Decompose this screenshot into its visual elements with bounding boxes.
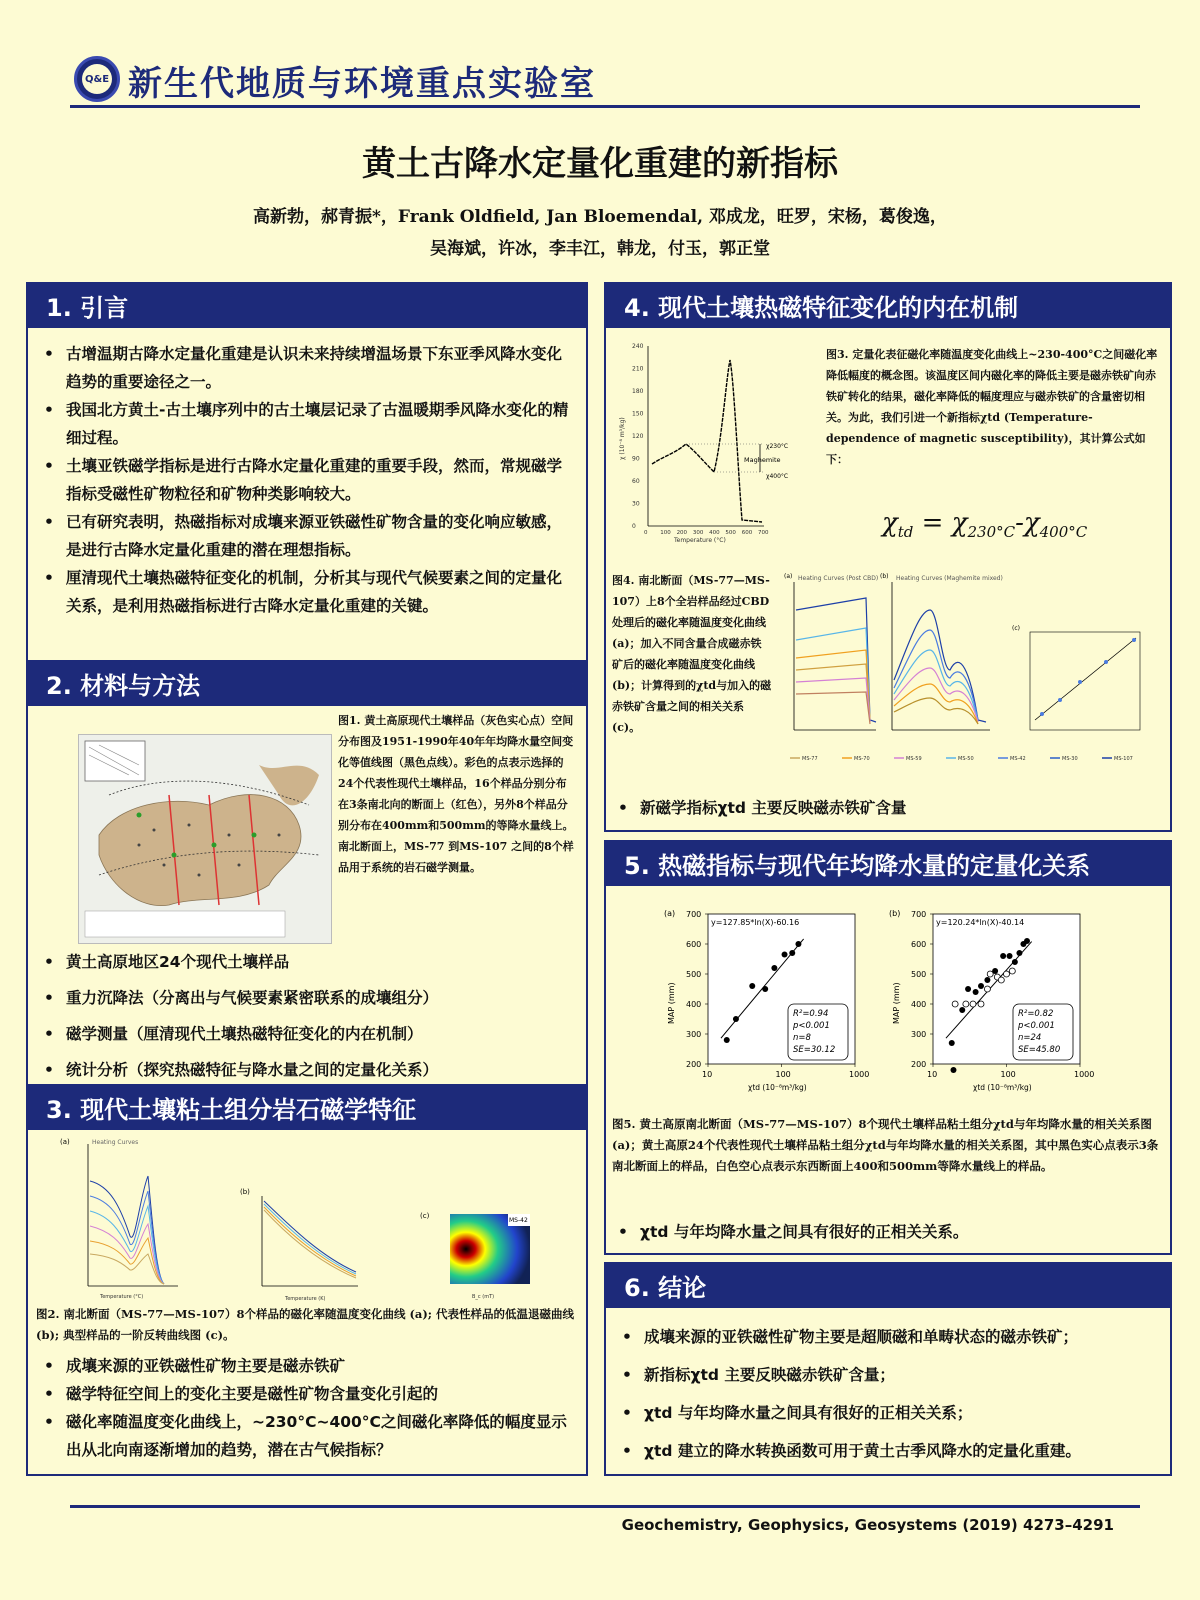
figure3-caption: 图3. 定量化表征磁化率随温度变化曲线上~230-400°C之间磁化率降低幅度的概念图。该温度区间内磁化率的降低主要是磁赤铁矿向赤铁矿转化的结果，磁化率降低的幅度理应与磁赤铁矿的含量密切相关。为此，我们引进一个新指标χtd (Temperature-dependence of magnetic susceptibility)，其计算公式如下： [826, 348, 1158, 466]
svg-text:Heating Curves: Heating Curves [92, 1139, 139, 1146]
data-point-filled [724, 1037, 730, 1043]
y-tick-label: 500 [911, 970, 927, 979]
section3-heading: 3. 现代土壤粘土组分岩石磁学特征 [26, 1084, 588, 1130]
svg-text:(b): (b) [880, 573, 889, 580]
x-tick-label: 100 [1000, 1070, 1016, 1079]
data-point-open [970, 1001, 976, 1007]
svg-text:χ230°C: χ230°C [766, 443, 789, 450]
y-tick-label: 200 [686, 1060, 702, 1069]
svg-text:(c): (c) [420, 1212, 430, 1220]
svg-text:Temperature (°C): Temperature (°C) [674, 537, 726, 544]
section4-bullet-wrap [604, 794, 1164, 822]
section5-bullet-wrap [604, 1218, 1164, 1246]
data-point-filled [771, 965, 777, 971]
footer-rule [70, 1505, 1140, 1508]
stat-line: n=24 [1018, 1033, 1042, 1043]
fig3-ytick: 60 [632, 478, 640, 485]
figure2-caption: 图2. 南北断面（MS-77—MS-107）8个样品的磁化率随温度变化曲线 (a); 代表性样品的低温退磁曲线(b); 典型样品的一阶反转曲线图 (c)。 [36, 1307, 575, 1342]
fig4-legend-label: MS-107 [1114, 756, 1133, 762]
fig4-legend-label: MS-30 [1062, 756, 1078, 762]
section6-heading: 6. 结论 [604, 1262, 1172, 1308]
citation: Geochemistry, Geophysics, Geosystems (2019) 4273–4291 [621, 1516, 1114, 1534]
fit-equation: y=127.85*ln(X)-60.16 [711, 918, 800, 927]
fit-equation: y=120.24*ln(X)-40.14 [936, 918, 1025, 927]
fig4-legend-label: MS-50 [958, 756, 974, 762]
x-axis-label: χtd (10⁻⁸m³/kg) [973, 1083, 1032, 1092]
lab-header [70, 48, 1140, 108]
data-point-filled [1000, 953, 1006, 959]
fig3-ytick: 210 [632, 365, 644, 373]
svg-text:(b): (b) [240, 1188, 250, 1196]
fig3-xtick: 400 [709, 530, 720, 536]
fig4-legend-label: MS-77 [802, 756, 818, 762]
section4-bullet: • 新磁学指标χtd 主要反映磁赤铁矿含量 [604, 794, 1164, 822]
s2-bullet-item: • 重力沉降法（分离出与气候要素紧密联系的成壤组分） [30, 980, 570, 1016]
figure5b-scatter [885, 904, 1095, 1104]
s3-bullet-item: • 磁学特征空间上的变化主要是磁性矿物含量变化引起的 [30, 1380, 570, 1408]
section5-bullet: • χtd 与年均降水量之间具有很好的正相关关系。 [604, 1218, 1164, 1246]
data-point-filled [733, 1016, 739, 1022]
y-tick-label: 400 [911, 1000, 927, 1009]
x-tick-label: 1000 [1074, 1070, 1095, 1079]
stat-line: SE=45.80 [1018, 1045, 1061, 1055]
fig2-a-label: (a) [60, 1138, 70, 1146]
s6-bullet-item: • χtd 建立的降水转换函数可用于黄土古季风降水的定量化重建。 [608, 1432, 1168, 1470]
data-point-filled [795, 941, 801, 947]
fig3-xtick: 700 [758, 530, 769, 536]
chi-td-formula: $\chi_{td} = \chi_{230^\circ C}-\chi_{400^\circ C}$ [882, 508, 1088, 542]
fig4-legend-label: MS-70 [854, 756, 870, 762]
lab-name: 新生代地质与环境重点实验室 [128, 64, 596, 104]
section3-bullets [30, 1352, 570, 1464]
y-tick-label: 200 [911, 1060, 927, 1069]
section2-heading: 2. 材料与方法 [26, 660, 588, 706]
data-point-filled [973, 989, 979, 995]
figure1-map [78, 734, 332, 944]
stat-line: p<0.001 [1018, 1021, 1055, 1031]
s3-bullet-item: • 成壤来源的亚铁磁性矿物主要是磁赤铁矿 [30, 1352, 570, 1380]
authors-line1: 高新勃，郝青振*，Frank Oldfield, Jan Bloemendal, 邓成龙，旺罗，宋杨，葛俊逸， [253, 207, 947, 227]
section5-heading: 5. 热磁指标与现代年均降水量的定量化关系 [604, 840, 1172, 886]
figure2c-forc [420, 1210, 540, 1306]
data-point-open [952, 1001, 958, 1007]
data-point-filled [984, 977, 990, 983]
svg-text:Temperature (K): Temperature (K) [285, 1296, 326, 1302]
data-point-filled [978, 983, 984, 989]
fig3-ytick: 0 [632, 523, 636, 530]
poster-title: 黄土古降水定量化重建的新指标 [362, 144, 838, 184]
s6-bullet-item: • 新指标χtd 主要反映磁赤铁矿含量； [608, 1356, 1168, 1394]
x-axis-label: χtd (10⁻⁸m³/kg) [748, 1083, 807, 1092]
panel-label: (b) [889, 909, 901, 918]
s6-bullet-item: • χtd 与年均降水量之间具有很好的正相关关系； [608, 1394, 1168, 1432]
data-point-open [963, 1001, 969, 1007]
x-tick-label: 10 [927, 1070, 938, 1079]
fig3-ytick: 240 [632, 343, 644, 350]
y-tick-label: 600 [686, 940, 702, 949]
data-point-filled [1016, 950, 1022, 956]
figure1-caption: 图1. 黄土高原现代土壤样品（灰色实心点）空间分布图及1951-1990年40年年均降水量空间变化等值线图（黑色点线）。彩色的点表示选择的24个代表性现代土壤样品，16个样品分别分布在3条南北向的断面上（红色），另外8个样品分别分布在400mm和500mm的等降水量线上。南北断面上，MS-77 到MS-107 之间的8个样品用于系统的岩石磁学测量。 [338, 714, 574, 874]
data-point-filled [782, 952, 788, 958]
data-point-filled [789, 950, 795, 956]
svg-text:Temperature (°C): Temperature (°C) [100, 1294, 144, 1300]
figure2a-thermomagnetic [60, 1136, 180, 1306]
svg-text:Heating Curves (Maghemite mixe: Heating Curves (Maghemite mixed) [896, 575, 1003, 582]
data-point-filled [965, 986, 971, 992]
data-point-filled [1012, 959, 1018, 965]
section2-bullets [30, 944, 570, 1088]
data-point-filled [1007, 953, 1013, 959]
y-axis-label: MAP (mm) [667, 982, 676, 1024]
fig3-ytick: 120 [632, 433, 644, 440]
data-point-filled [949, 1040, 955, 1046]
x-tick-label: 1000 [849, 1070, 870, 1079]
fig3-xtick: 600 [741, 530, 753, 536]
data-point-open [978, 1001, 984, 1007]
stat-line: R²=0.94 [793, 1009, 829, 1019]
svg-text:MS-42: MS-42 [509, 1217, 528, 1224]
s1-bullet-item: • 土壤亚铁磁学指标是进行古降水定量化重建的重要手段，然而，常规磁学指标受磁性矿物粒径和矿物种类影响较大。 [30, 452, 570, 508]
figure5a-scatter [660, 904, 870, 1104]
s1-bullet-item: • 我国北方黄土-古土壤序列中的古土壤层记录了古温暖期季风降水变化的精细过程。 [30, 396, 570, 452]
s2-bullet-item: • 黄土高原地区24个现代土壤样品 [30, 944, 570, 980]
section4-heading: 4. 现代土壤热磁特征变化的内在机制 [604, 282, 1172, 328]
y-tick-label: 400 [686, 1000, 702, 1009]
section6-bullets [608, 1318, 1168, 1470]
figure4-panels [780, 570, 1160, 770]
svg-text:χ400°C: χ400°C [766, 473, 789, 480]
lab-logo [74, 56, 120, 102]
y-tick-label: 700 [686, 910, 702, 919]
figure5-caption: 图5. 黄土高原南北断面（MS-77—MS-107）8个现代土壤样品粘土组分χtd与年均降水量的相关关系图 (a)；黄土高原24个代表性现代土壤样品粘土组分χtd与年均降水量的相关关系图，其中黑色实心点表示3条南北断面上的样品，白色空心点表示东西断面上400和500mm等降水量线上的样品。 [612, 1117, 1159, 1173]
fig3-ytick: 150 [632, 410, 644, 418]
x-tick-label: 100 [775, 1070, 791, 1079]
x-tick-label: 10 [702, 1070, 713, 1079]
fig3-xtick: 100 [660, 530, 671, 536]
y-tick-label: 300 [686, 1030, 702, 1039]
figure2b-lowtemp [240, 1186, 360, 1306]
stat-line: n=8 [793, 1033, 811, 1043]
svg-text:χ (10⁻⁸ m³/kg): χ (10⁻⁸ m³/kg) [619, 417, 626, 460]
fig3-ytick: 90 [632, 455, 640, 463]
s3-bullet-item: • 磁化率随温度变化曲线上，~230°C~400°C之间磁化率降低的幅度显示出从北向南逐渐增加的趋势，潜在古气候指标？ [30, 1408, 570, 1464]
data-point-filled [1024, 938, 1030, 944]
y-tick-label: 300 [911, 1030, 927, 1039]
figure4-caption: 图4. 南北断面（MS-77—MS-107）上8个全岩样品经过CBD处理后的磁化率随温度变化曲线 (a)；加入不同含量合成磁赤铁矿后的磁化率随温度变化曲线 (b)；计算得到的χtd与加入的磁赤铁矿含量之间的相关关系 (c)。 [612, 574, 772, 734]
fig3-xtick: 0 [644, 530, 648, 536]
data-point-open [1009, 968, 1015, 974]
authors-line2: 吴海斌，许冰，李丰江，韩龙，付玉，郭正堂 [430, 239, 770, 259]
svg-text:Heating Curves (Post CBD): Heating Curves (Post CBD) [798, 575, 879, 582]
fig3-xtick: 300 [692, 530, 704, 536]
y-axis-label: MAP (mm) [892, 982, 901, 1024]
s1-bullet-item: • 已有研究表明，热磁指标对成壤来源亚铁磁性矿物含量的变化响应敏感，是进行古降水定量化重建的潜在理想指标。 [30, 508, 570, 564]
fig3-ytick: 180 [632, 388, 644, 395]
data-point-filled [762, 986, 768, 992]
panel-label: (a) [664, 909, 676, 918]
s1-bullet-item: • 厘清现代土壤热磁特征变化的机制，分析其与现代气候要素之间的定量化关系，是利用热磁指标进行古降水定量化重建的关键。 [30, 564, 570, 620]
fig4-legend-label: MS-42 [1010, 756, 1026, 762]
lab-logo-text: Q&E [82, 64, 112, 94]
stat-line: R²=0.82 [1018, 1009, 1054, 1019]
data-point-filled [749, 983, 755, 989]
data-point-open [987, 971, 993, 977]
s1-bullet-item: • 古增温期古降水定量化重建是认识未来持续增温场景下东亚季风降水变化趋势的重要途径之一。 [30, 340, 570, 396]
figure3-concept [614, 340, 814, 550]
svg-text:(a): (a) [784, 573, 793, 580]
fig4-legend-label: MS-59 [906, 756, 922, 762]
s2-bullet-item: • 统计分析（探究热磁特征与降水量之间的定量化关系） [30, 1052, 570, 1088]
section1-heading: 1. 引言 [26, 282, 588, 328]
stat-line: SE=30.12 [793, 1045, 836, 1055]
y-tick-label: 500 [686, 970, 702, 979]
fig3-xtick: 500 [725, 530, 736, 536]
data-point-filled [959, 1007, 965, 1013]
y-tick-label: 700 [911, 910, 927, 919]
svg-text:Maghemite: Maghemite [744, 456, 781, 464]
s6-bullet-item: • 成壤来源的亚铁磁性矿物主要是超顺磁和单畴状态的磁赤铁矿； [608, 1318, 1168, 1356]
data-point-open [1004, 971, 1010, 977]
y-tick-label: 600 [911, 940, 927, 949]
data-point-filled [950, 1067, 956, 1073]
data-point-open [984, 986, 990, 992]
fig3-ytick: 30 [632, 500, 640, 508]
svg-text:(c): (c) [1012, 625, 1020, 632]
s2-bullet-item: • 磁学测量（厘清现代土壤热磁特征变化的内在机制） [30, 1016, 570, 1052]
fig3-xtick: 200 [676, 530, 688, 536]
section1-bullets [30, 340, 570, 620]
svg-text:B_c (mT): B_c (mT) [472, 1294, 495, 1300]
data-point-open [998, 977, 1004, 983]
stat-line: p<0.001 [793, 1021, 830, 1031]
